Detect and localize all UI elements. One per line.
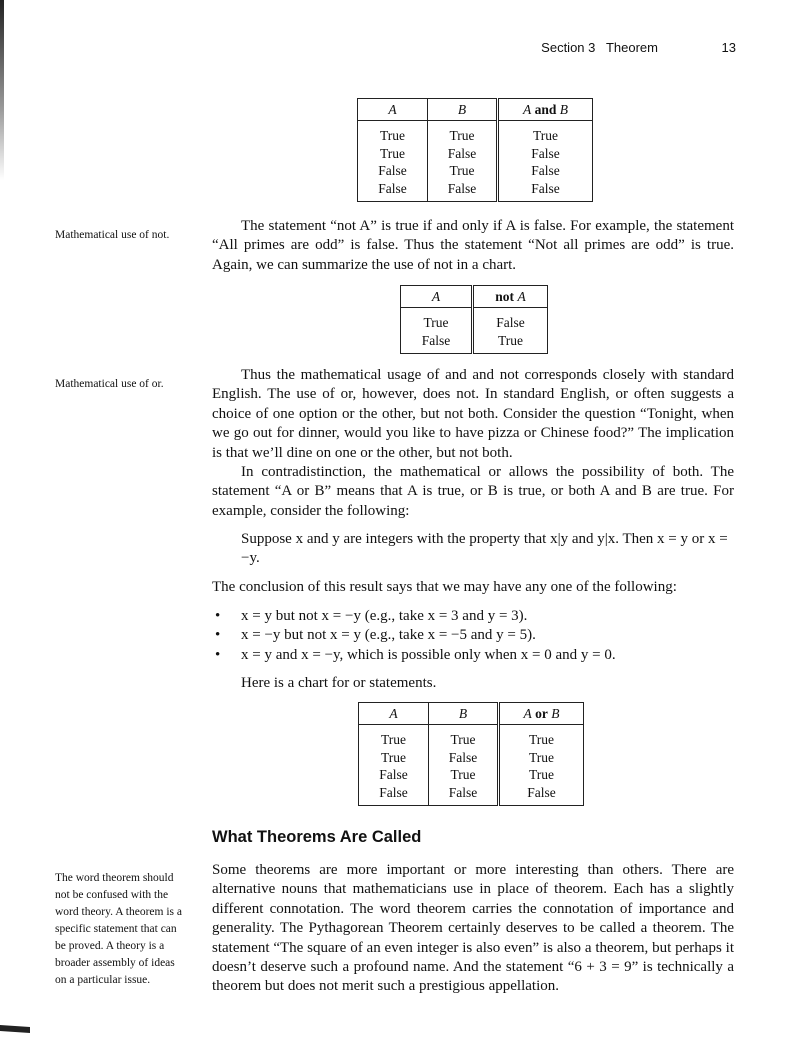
chart-intro	[241, 674, 735, 693]
example-statement-text: Suppose x and y are integers with the property that x|y and y|x. Then x = y or x = −y.	[241, 531, 728, 567]
table-cell: False	[401, 332, 473, 354]
table-cell: False	[531, 163, 560, 178]
table-cell: False	[428, 180, 498, 202]
table-row	[359, 749, 584, 767]
scan-edge-bottom	[0, 1025, 30, 1033]
table-row	[359, 766, 584, 784]
or-header-result: A or B	[499, 703, 584, 725]
section-heading: What Theorems Are Called	[212, 828, 422, 846]
table-cell: True	[429, 766, 499, 784]
paragraph-not	[212, 217, 734, 275]
table-cell: True	[358, 145, 428, 163]
table-cell: False	[429, 784, 499, 806]
table-row	[358, 145, 593, 163]
margin-note-theorem	[55, 870, 189, 989]
or-header-b: B	[429, 703, 499, 725]
list-item	[212, 626, 732, 645]
table-cell: True	[528, 767, 554, 782]
scan-edge-left	[0, 0, 4, 180]
table-cell: False	[496, 315, 525, 330]
margin-note-or	[55, 376, 193, 393]
paragraph-or-2: In contradistinction, the mathematical or allows the possibility of both. The statement “A or B” means that A is true, or B is true, or both A and B are true. For example, consider the following:	[212, 464, 734, 519]
table-cell: True	[428, 162, 498, 180]
not-header-a: A	[401, 286, 473, 308]
chart-intro-text: Here is a chart for or statements.	[241, 675, 437, 691]
list-item	[212, 646, 732, 665]
table-cell: True	[528, 749, 554, 765]
table-row	[359, 725, 584, 749]
table-cell: True	[359, 749, 429, 767]
bullet-dot: •	[215, 627, 221, 644]
cases-list	[212, 607, 732, 665]
table-row	[358, 162, 593, 180]
paragraph-conclusion	[212, 578, 734, 597]
paragraph-conclusion-text: The conclusion of this result says that we may have any one of the following:	[212, 579, 677, 595]
table-cell: True	[358, 121, 428, 145]
table-cell: False	[531, 145, 560, 161]
paragraph-or-1: Thus the mathematical usage of and and not corresponds closely with standard English. The use of or, however, does not. In standard English, or often suggests a choice of one option or the other, but not both. Consider the question “Tonight, when we go out for dinner, would you like to have pizza or Chinese food?” The implication is that we’ll dine on one or the other, but not both.	[212, 367, 734, 461]
paragraph-theorems	[212, 861, 734, 997]
table-cell: False	[527, 784, 556, 800]
table-cell: False	[359, 766, 429, 784]
table-cell: True	[528, 732, 554, 747]
margin-note-theorem-text: The word theorem should not be confused with the word theory. A theorem is a specific statement that can be proved. A theory is a broader assembly of ideas on a particular issue.	[55, 872, 183, 986]
table-row	[358, 180, 593, 202]
table-cell: True	[401, 308, 473, 332]
list-item-text: x = y but not x = −y (e.g., take x = 3 and y = 3).	[241, 608, 528, 624]
or-truth-table	[358, 702, 584, 806]
paragraph-or	[212, 366, 734, 521]
table-cell: False	[429, 749, 499, 767]
table-cell: True	[532, 128, 558, 143]
table-row	[359, 784, 584, 806]
table-cell: False	[428, 145, 498, 163]
example-statement	[241, 530, 735, 569]
and-header-a: A	[358, 99, 428, 121]
table-cell: False	[358, 162, 428, 180]
and-header-b: B	[428, 99, 498, 121]
table-cell: True	[429, 725, 499, 749]
table-cell: False	[358, 180, 428, 202]
list-item-text: x = y and x = −y, which is possible only when x = 0 and y = 0.	[241, 646, 616, 663]
not-truth-table	[400, 285, 548, 354]
table-cell: True	[428, 121, 498, 145]
paragraph-theorems-text: Some theorems are more important or more interesting than others. There are alternative nouns that mathematicians use in place of theorem. Each has a slightly different connotation. The word theorem carries the connotation of importance and generality. The Pythagorean Theorem certainly deserves to be called a theorem. The statement “The square of an even integer is also even” is also a theorem, but perhaps it doesn’t deserve such a profound name. And the statement “6 + 3 = 9” is technically a theorem but does not merit such a prestigious appellation.	[212, 862, 734, 995]
and-truth-table	[357, 98, 593, 202]
margin-note-not	[55, 227, 193, 244]
margin-note-not-text: Mathematical use of not.	[55, 229, 170, 241]
table-cell: True	[359, 725, 429, 749]
bullet-dot: •	[215, 646, 221, 663]
table-row	[401, 308, 548, 332]
section-title-header: Section 3 Theorem	[541, 40, 658, 55]
bullet-dot: •	[215, 608, 221, 624]
and-header-result: A and B	[498, 99, 593, 121]
table-cell: False	[531, 180, 560, 196]
list-item-text: x = −y but not x = y (e.g., take x = −5 and y = 5).	[241, 627, 536, 644]
or-header-a: A	[359, 703, 429, 725]
list-item	[212, 607, 732, 626]
table-cell: False	[359, 784, 429, 806]
paragraph-not-text: The statement “not A” is true if and only if A is false. For example, the statement “All primes are odd” is false. Thus the statement “Not all primes are odd” is true. Again, we can summarize the use of not in a chart.	[212, 218, 734, 273]
table-row	[401, 332, 548, 354]
not-header-result: not A	[473, 286, 548, 308]
table-row	[358, 121, 593, 145]
page-number: 13	[721, 40, 736, 55]
margin-note-or-text: Mathematical use of or.	[55, 378, 164, 390]
table-cell: True	[497, 332, 523, 348]
